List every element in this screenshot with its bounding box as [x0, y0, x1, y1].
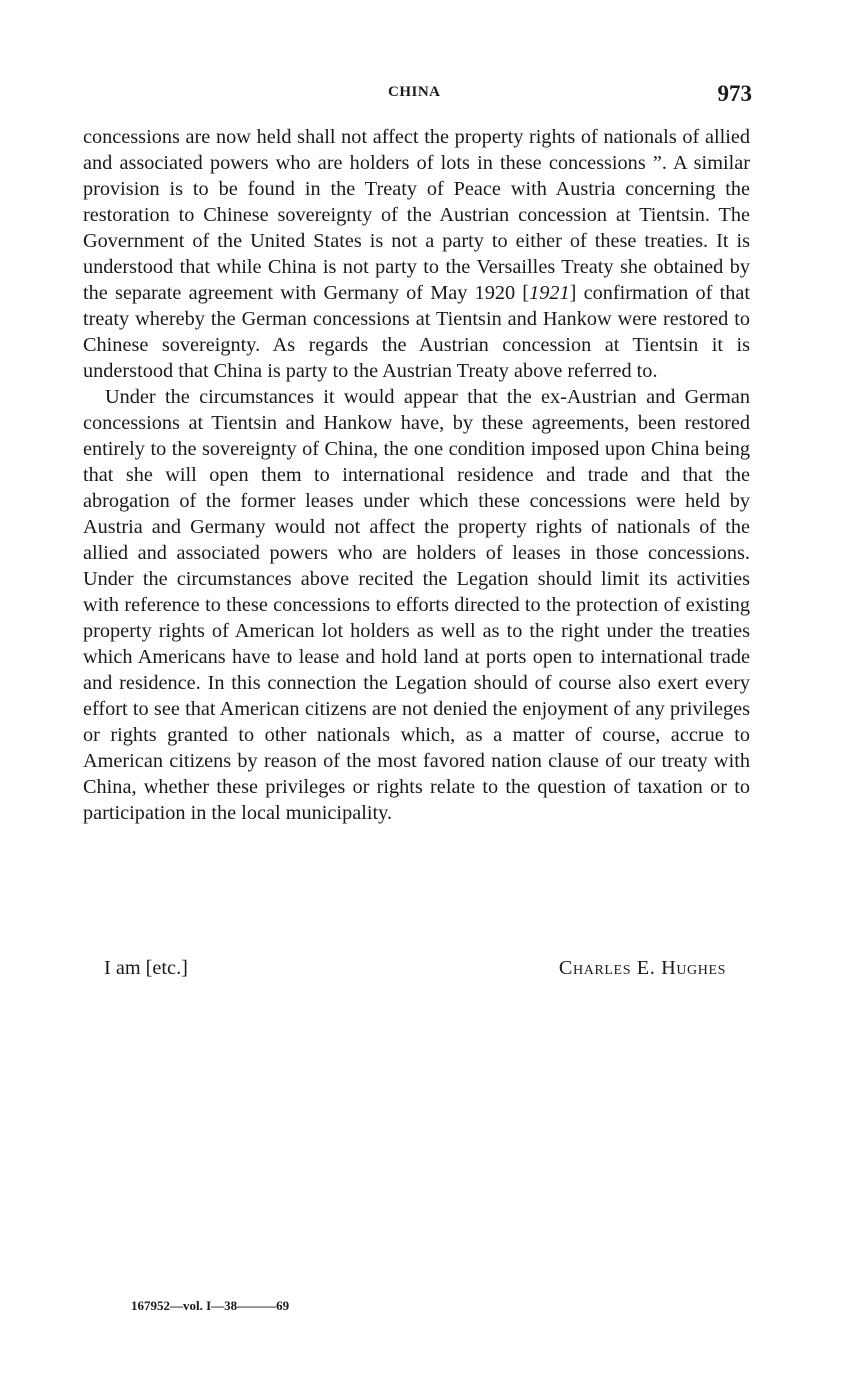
running-head: CHINA — [388, 84, 441, 100]
signature: Charles E. Hughes — [558, 957, 726, 979]
closing — [104, 955, 726, 981]
paragraph-1-italic-year: 1921 — [529, 282, 570, 304]
footer-printing-code: 167952—vol. I—38———69 — [131, 1298, 290, 1313]
paragraph-1-text-b: ] confirmation of that treaty whereby the German concessions at Tientsin and Hankow were restored to Chinese sovereignty. As regards the Austrian concession at Tientsin it is understood that China is party to the Austrian Treaty above referred to. — [83, 282, 750, 382]
body-text — [83, 124, 750, 826]
paragraph-2: Under the circumstances it would appear that the ex-Austrian and German concessions at Tientsin and Hankow have, by these agreements, been restored entirely to the sovereignty of China, the one condition imposed upon China being that she will open them to international residence and trade and that the abrogation of the former leases under which these concessions were held by Austria and Germany would not affect the property rights of nationals of the allied and associated powers who are holders of leases in those concessions. Under the circumstances above recited the Legation should limit its activities with reference to these concessions to efforts directed to the protection of existing property rights of American lot holders as well as to the right under the treaties which Americans have to lease and hold land at ports open to international trade and residence. In this connection the Legation should of course also exert every effort to see that American citizens are not denied the enjoyment of any privileges or rights granted to other nationals which, as a matter of course, accrue to American citizens by reason of the most favored nation clause of our treaty with China, whether these privileges or rights relate to the question of taxation or to participation in the local municipality. — [83, 386, 750, 824]
paragraph-1 — [83, 124, 750, 384]
page-number: 973 — [717, 81, 752, 106]
closing-greeting: I am [etc.] — [104, 957, 188, 979]
paragraph-1-text-a: concessions are now held shall not affect the property rights of nationals of allied and associated powers who are holders of lots in these concessions ”. A similar provision is to be found in the Treaty of Peace with Austria concerning the restoration to Chinese sovereignty of the Austrian concession at Tientsin. The Government of the United States is not a party to either of these treaties. It is understood that while China is not party to the Versailles Treaty she obtained by the separate agreement with Germany of May 1920 [ — [83, 126, 750, 304]
